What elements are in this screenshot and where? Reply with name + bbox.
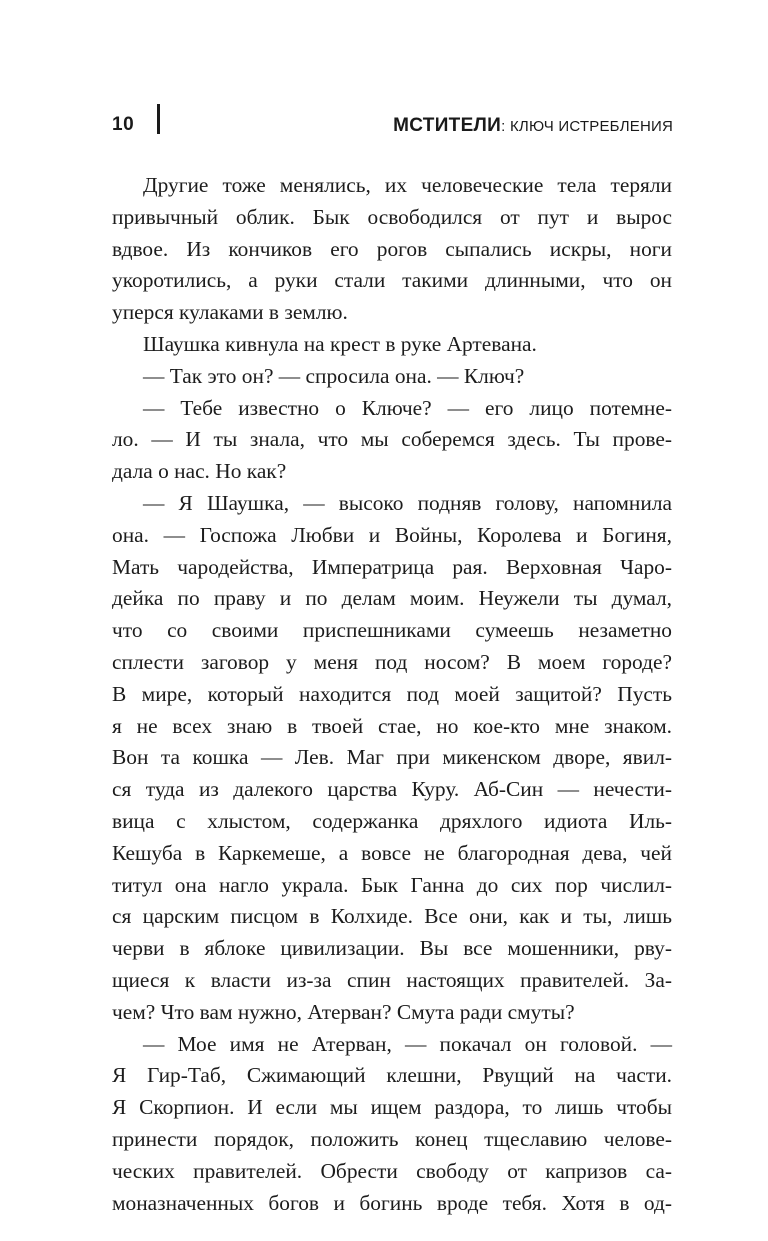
text-line: Я Скорпион. И если мы ищем раздора, то лишь чтобы — [112, 1095, 672, 1120]
text-line: щиеся к власти из-за спин настоящих правителей. За- — [112, 967, 672, 992]
text-line: Другие тоже менялись, их человеческие тела теряли — [143, 173, 672, 197]
text-line: ло. — И ты знала, что мы соберемся здесь. Ты прове- — [112, 427, 672, 452]
text-line: дала о нас. Но как? — [112, 459, 287, 484]
text-line: я не всех знаю в твоей стае, но кое-кто мне знаком. — [112, 713, 672, 738]
text-line: Кешуба в Каркемеше, а вовсе не благородная дева, чей — [112, 840, 672, 865]
text-line: она. — Госпожа Любви и Войны, Королева и Богиня, — [112, 522, 672, 547]
text-line: Вон та кошка — Лев. Маг при микенском дворе, явил- — [112, 745, 672, 770]
text-line: укоротились, а руки стали такими длинными, что он — [112, 268, 672, 293]
text-line: вдвое. Из кончиков его рогов сыпались искры, ноги — [112, 236, 672, 261]
header-divider — [157, 104, 160, 134]
text-line: черви в яблоке цивилизации. Вы все мошенники, рву- — [112, 936, 672, 961]
text-line: В мире, который находится под моей защитой? Пусть — [112, 681, 672, 706]
text-line: принести порядок, положить конец тщеславию челове- — [112, 1126, 672, 1151]
text-line: уперся кулаками в землю. — [112, 300, 348, 325]
text-line: — Мое имя не Атерван, — покачал он головой. — — [143, 1031, 672, 1056]
text-line: Шаушка кивнула на крест в руке Артевана. — [143, 331, 537, 356]
text-line: титул она нагло украла. Бык Ганна до сих пор числил- — [112, 872, 672, 897]
text-line: моназначенных богов и богинь вроде тебя. Хотя в од- — [112, 1190, 672, 1215]
text-line: ческих правителей. Обрести свободу от капризов са- — [112, 1158, 672, 1183]
text-line: — Тебе известно о Ключе? — его лицо потемне- — [143, 395, 672, 420]
text-line: дейка по праву и по делам моим. Неужели ты думал, — [112, 586, 672, 611]
page-header — [0, 0, 768, 150]
text-line: вица с хлыстом, содержанка дряхлого идиота Иль- — [112, 808, 672, 833]
text-line: что со своими приспешниками сумеешь незаметно — [112, 618, 672, 643]
body-text — [112, 170, 672, 1219]
text-line: сплести заговор у меня под носом? В моем городе? — [112, 649, 672, 674]
series-title: МСТИТЕЛИ — [393, 115, 502, 136]
title-separator: : — [501, 118, 506, 135]
text-line: Мать чародейства, Императрица рая. Верховная Чаро- — [112, 554, 672, 579]
text-line: ся туда из далекого царства Куру. Аб-Син — нечести- — [112, 777, 672, 802]
text-line: — Так это он? — спросила она. — Ключ? — [143, 363, 525, 388]
page-number: 10 — [112, 114, 135, 135]
running-head — [393, 115, 673, 137]
text-line: чем? Что вам нужно, Атерван? Смута ради смуты? — [112, 999, 575, 1024]
text-line: Я Гир-Таб, Сжимающий клешни, Рвущий на части. — [112, 1063, 672, 1088]
text-line: привычный облик. Бык освободился от пут и вырос — [112, 204, 672, 229]
book-subtitle: КЛЮЧ ИСТРЕБЛЕНИЯ — [509, 118, 673, 135]
text-line: — Я Шаушка, — высоко подняв голову, напомнила — [143, 490, 672, 515]
text-line: ся царским писцом в Колхиде. Все они, как и ты, лишь — [112, 904, 672, 929]
